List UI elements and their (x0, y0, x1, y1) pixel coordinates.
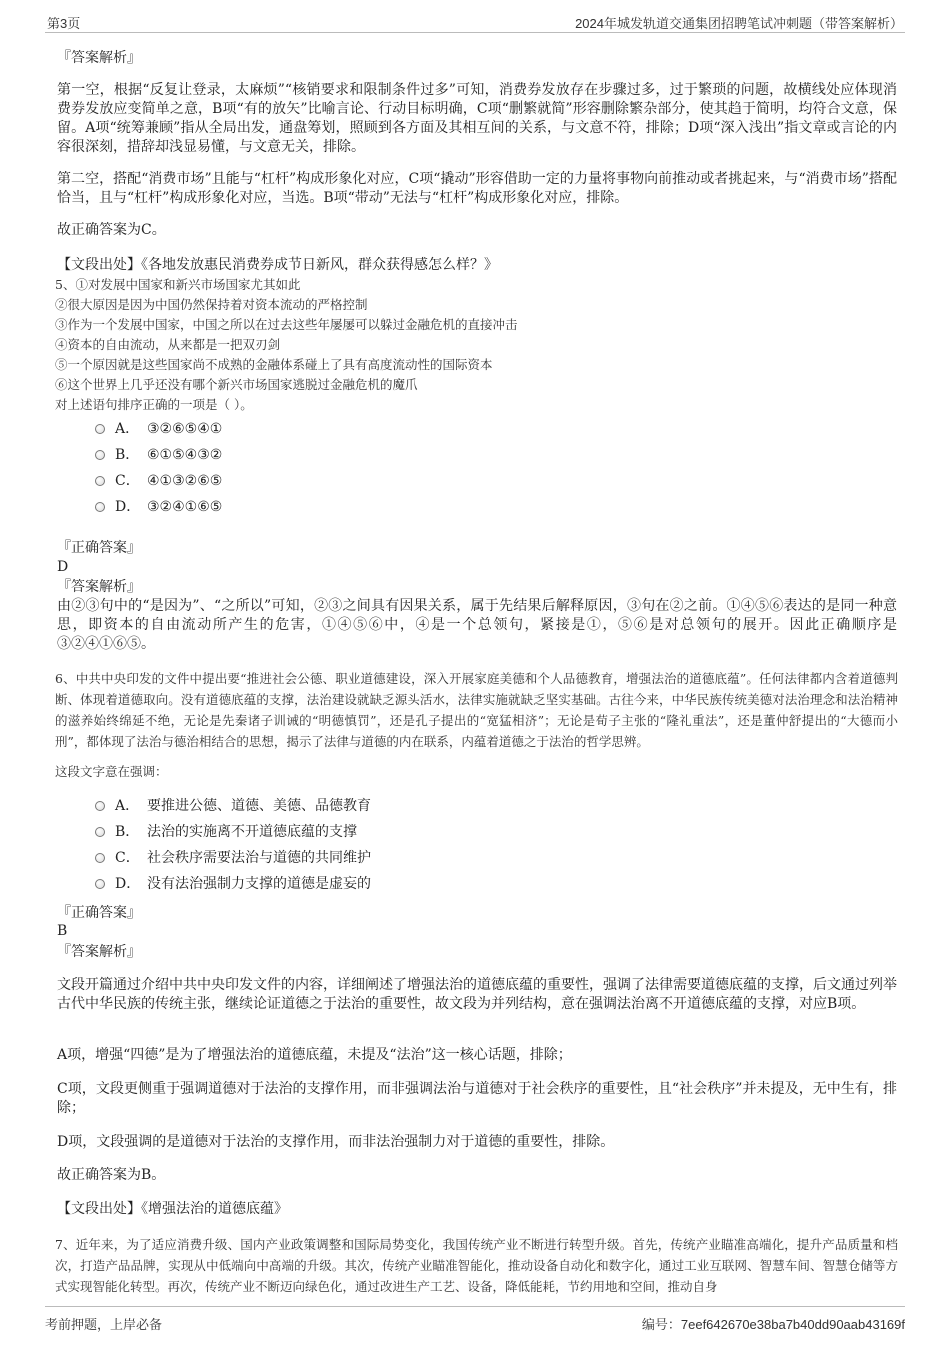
option-letter: B． (115, 447, 140, 463)
q4-analysis-paragraph-2: 第二空，搭配“消费市场”且能与“杠杆”构成形象化对应，C项“撬动”形容借助一定的力量将事物向前推动或者挑起来，与“消费市场”搭配恰当，且与“杠杆”构成形象化对应，当选。B项“带动”无法与“杠杆”构成形象化对应，排除。 (57, 171, 897, 206)
page-footer (45, 1306, 905, 1331)
radio-icon[interactable] (95, 801, 105, 811)
q5-line: ⑥这个世界上几乎还没有哪个新兴市场国家逃脱过金融危机的魔爪 (55, 377, 418, 392)
option-letter: C． (115, 473, 140, 489)
option-letter: A． (115, 421, 140, 437)
q6-option-c[interactable] (95, 848, 371, 874)
q5-option-a[interactable] (95, 419, 222, 445)
q4-conclusion: 故正确答案为C。 (57, 222, 166, 238)
q5-line: ④资本的自由流动，从来都是一把双刃剑 (55, 337, 281, 352)
q5-line: ⑤一个原因就是这些国家尚不成熟的金融体系碰上了具有高度流动性的国际资本 (55, 357, 493, 372)
q6-option-a[interactable] (95, 796, 371, 822)
q5-stem (55, 275, 895, 415)
option-text: 社会秩序需要法治与道德的共同维护 (147, 850, 371, 866)
radio-icon[interactable] (95, 424, 105, 434)
option-text: 要推进公德、道德、美德、品德教育 (147, 798, 371, 814)
q7-stem: 7、近年来，为了适应消费升级、国内产业政策调整和国际局势变化，我国传统产业不断进行转型升级。首先，传统产业瞄准高端化，提升产品质量和档次，打造产品品牌，实现从中低端向中高端的升级。其次，传统产业瞄准智能化，推动设备自动化和数字化，通过工业互联网、智慧车间、智慧仓储等方式实现智能化转型。再次，传统产业不断迈向绿色化，通过改进生产工艺、设备，降低能耗，节约用地和空间，推动自身 (55, 1237, 898, 1294)
q6-analysis-heading: 『答案解析』 (57, 944, 141, 960)
option-text: 没有法治强制力支撑的道德是虚妄的 (147, 876, 371, 892)
q6-stem: 6、中共中央印发的文件中提出要“推进社会公德、职业道德建设，深入开展家庭美德和个人品德教育，增强法治的道德底蕴”。任何法律都内含着道德判断、体现着道德取向。没有道德底蕴的支撑，法治建设就缺乏源头活水，法律实施就缺乏坚实基础。古往今来，中华民族传统美德对法治理念和法治精神的滋养始终绵延不绝，无论是先秦诸子训诫的“明德慎罚”，还是孔子提出的“宽猛相济”；无论是荀子主张的“隆礼重法”，还是董仲舒提出的“大德而小刑”，都体现了法治与德治相结合的思想，揭示了法律与道德的内在联系，内蕴着道德之于法治的哲学思辨。 (55, 671, 898, 749)
radio-icon[interactable] (95, 879, 105, 889)
q4-analysis-heading: 『答案解析』 (57, 50, 141, 66)
option-text: ③②④①⑥⑤ (147, 499, 223, 515)
page-number: 第3页 (47, 16, 81, 31)
q6-answer-heading: 『正确答案』 (57, 905, 141, 921)
q6-analysis-paragraph-1: 文段开篇通过介绍中共中央印发文件的内容，详细阐述了增强法治的道德底蕴的重要性，强调了法律需要道德底蕴的支撑，后文通过列举古代中华民族的传统主张，继续论证道德之于法治的重要性，故文段为并列结构，意在强调法治离不开道德底蕴的支撑，对应B项。 (57, 977, 897, 1012)
option-text: ③②⑥⑤④① (147, 421, 223, 437)
q5-option-c[interactable] (95, 471, 222, 497)
radio-icon[interactable] (95, 502, 105, 512)
q6-analysis-option-d: D项，文段强调的是道德对于法治的支撑作用，而非法治强制力对于道德的重要性，排除。 (57, 1134, 615, 1150)
q5-analysis-heading: 『答案解析』 (57, 579, 141, 595)
q5-option-d[interactable] (95, 497, 222, 523)
option-letter: A． (115, 798, 140, 814)
q4-source: 【文段出处】《各地发放惠民消费券成节日新风，群众获得感怎么样？》 (57, 257, 498, 273)
q6-analysis-option-c: C项，文段更侧重于强调道德对于法治的支撑作用，而非强调法治与道德对于社会秩序的重要性，且“社会秩序”并未提及，无中生有，排除； (57, 1081, 897, 1116)
radio-icon[interactable] (95, 827, 105, 837)
document-code (642, 1314, 905, 1333)
q5-question: 对上述语句排序正确的一项是（ ）。 (55, 397, 253, 412)
option-letter: D． (115, 876, 141, 892)
q5-analysis: 由②③句中的“是因为”、“之所以”可知，②③之间具有因果关系，属于先结果后解释原因，③句在②之前。①④⑤⑥表达的是同一种意思，即资本的自由流动所产生的危害，①④⑤⑥中，④是一个总领句，紧接是①，⑤⑥是对总领句的展开。因此正确顺序是③②④①⑥⑤。 (57, 598, 897, 652)
q5-line: ②很大原因是因为中国仍然保持着对资本流动的严格控制 (55, 297, 368, 312)
q5-answer: D (57, 559, 69, 575)
option-letter: C． (115, 850, 140, 866)
page-header (45, 10, 905, 33)
q6-options (95, 796, 371, 900)
option-text: ⑥①⑤④③② (147, 447, 223, 463)
q5-option-b[interactable] (95, 445, 222, 471)
q5-line: ③作为一个发展中国家，中国之所以在过去这些年屡屡可以躲过金融危机的直接冲击 (55, 317, 518, 332)
q4-analysis-paragraph-1: 第一空，根据“反复让登录，太麻烦”“核销要求和限制条件过多”可知，消费券发放存在步骤过多，过于繁琐的问题，故横线处应体现消费券发放应变简单之意，B项“有的放矢”比喻言论、行动目标明确，C项“删繁就简”形容删除繁杂部分，使其趋于简明，均符合文意，保留。A项“统筹兼顾”指从全局出发，通盘筹划，照顾到各方面及其相互间的关系，与文意不符，排除；D项“深入浅出”指文章或言论的内容很深刻，措辞却浅显易懂，与文意无关，排除。 (57, 82, 897, 155)
q6-source: 【文段出处】《增强法治的道德底蕴》 (57, 1201, 288, 1217)
footer-slogan: 考前押题，上岸必备 (45, 1317, 163, 1332)
q6-conclusion: 故正确答案为B。 (57, 1167, 166, 1183)
option-text: 法治的实施离不开道德底蕴的支撑 (147, 824, 357, 840)
document-title: 2024年城发轨道交通集团招聘笔试冲刺题（带答案解析） (575, 16, 903, 31)
q5-answer-heading: 『正确答案』 (57, 540, 141, 556)
option-letter: B． (115, 824, 140, 840)
radio-icon[interactable] (95, 450, 105, 460)
code-label: 编号： (641, 1317, 681, 1332)
q5-line: 5、①对发展中国家和新兴市场国家尤其如此 (55, 277, 301, 292)
option-letter: D． (115, 499, 141, 515)
code-value: 7eef642670e38ba7b40dd90aab43169f (680, 1317, 905, 1332)
q6-option-d[interactable] (95, 874, 371, 900)
radio-icon[interactable] (95, 476, 105, 486)
q6-analysis-option-a: A项，增强“四德”是为了增强法治的道德底蕴，未提及“法治”这一核心话题，排除； (57, 1047, 572, 1063)
radio-icon[interactable] (95, 853, 105, 863)
q6-answer: B (57, 923, 68, 939)
option-text: ④①③②⑥⑤ (147, 473, 223, 489)
q6-option-b[interactable] (95, 822, 371, 848)
q5-options (95, 419, 222, 523)
q6-question: 这段文字意在强调： (55, 764, 168, 779)
